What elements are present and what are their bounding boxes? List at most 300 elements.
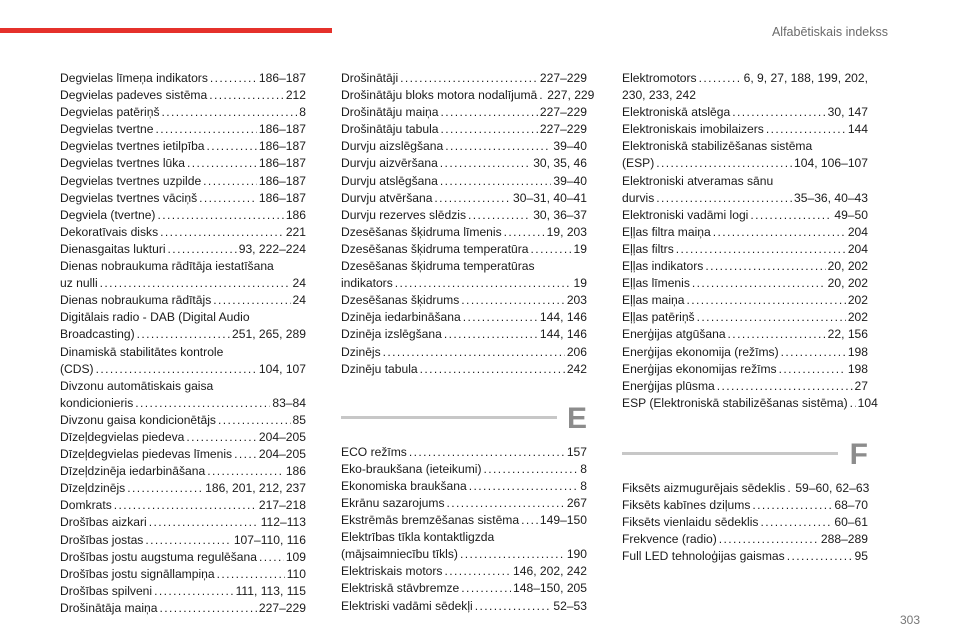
dot-leader <box>504 224 545 241</box>
page-reference: 186–187 <box>258 71 306 85</box>
dot-leader <box>787 480 793 497</box>
dot-leader <box>168 241 237 258</box>
index-entry <box>622 309 868 326</box>
index-entry-text: Dienas nobraukuma rādītājs <box>60 293 212 308</box>
index-entry-text: Degvielas padeves sistēma <box>60 88 208 103</box>
page-reference: 68–70 <box>834 497 868 512</box>
page-reference: 204 <box>847 224 868 239</box>
dot-leader <box>440 155 531 172</box>
page-reference: 112–113 <box>260 515 306 530</box>
index-entry <box>341 344 587 361</box>
dot-leader <box>445 138 551 155</box>
index-entry <box>341 461 587 478</box>
page-reference: 35–36, 40–43 <box>794 190 868 205</box>
index-entry-text: Broadcasting) <box>60 327 135 342</box>
index-entry <box>622 224 868 241</box>
dot-leader <box>760 514 832 531</box>
index-entry <box>60 190 306 207</box>
page-reference: 52–53 <box>553 598 587 613</box>
index-entry <box>622 395 878 412</box>
page-reference: 186–187 <box>258 173 306 188</box>
page-reference: 186 <box>285 207 306 222</box>
dot-leader <box>787 548 853 565</box>
index-entry <box>60 292 306 309</box>
page-reference: 221 <box>285 224 306 239</box>
dot-leader <box>444 563 511 580</box>
index-entry-text: Dienasgaitas lukturi <box>60 241 166 256</box>
index-entry-text: Durvju rezerves slēdzis <box>341 207 467 222</box>
index-entry-text: Enerģijas plūsma <box>622 378 715 393</box>
index-entry-text: Degvielas tvertnes lūka <box>60 156 186 171</box>
index-entry <box>622 275 868 292</box>
dot-leader <box>475 598 552 615</box>
page-reference: 186, 201, 212, 237 <box>205 481 306 496</box>
page-reference: 19, 203 <box>546 224 587 239</box>
dot-leader <box>259 549 284 566</box>
page-reference: 20, 202 <box>827 259 868 274</box>
page-reference: 144, 146 <box>539 327 587 342</box>
index-entry-text: Degvielas patēriņš <box>60 105 160 120</box>
index-entry-text: Eko-braukšana (ieteikumi) <box>341 461 482 476</box>
dot-leader <box>717 378 853 395</box>
dot-leader <box>400 70 538 87</box>
index-entry-text: Dzinēja izslēgšana <box>341 327 442 342</box>
section-e <box>341 401 587 615</box>
index-entry <box>60 532 306 549</box>
dot-leader <box>160 224 284 241</box>
index-entry <box>622 241 868 258</box>
page-reference: 186 <box>285 464 306 479</box>
dot-leader <box>656 155 792 172</box>
page-reference: 186–187 <box>258 139 306 154</box>
index-entry-text: Eļļas indikators <box>622 259 704 274</box>
index-entry-text: Dzesēšanas šķidruma temperatūras <box>341 259 535 274</box>
index-entry <box>341 495 587 512</box>
index-entry-text: Domkrats <box>60 498 112 513</box>
page-reference: 198 <box>847 344 868 359</box>
page-reference: 8 <box>580 478 587 493</box>
dot-leader <box>207 138 257 155</box>
index-entry <box>341 155 587 172</box>
page-reference: 19 <box>573 276 587 291</box>
index-entry-text: ESP (Elektroniskā stabilizēšanas sistēma) <box>622 395 848 410</box>
dot-leader <box>210 70 257 87</box>
page-reference: 198 <box>847 361 868 376</box>
index-entry-text: Degvielas tvertnes vāciņš <box>60 190 198 205</box>
index-entry <box>60 121 306 138</box>
index-entry-text: Enerģijas ekonomija (režīms) <box>622 344 779 359</box>
index-entry-text: Degviela (tvertne) <box>60 207 156 222</box>
index-entry-text: Elektriskā stāvbremze <box>341 581 460 596</box>
index-entry-text: Drošinātāju tabula <box>341 122 439 137</box>
page-reference: 202 <box>847 293 868 308</box>
index-entry <box>341 529 587 563</box>
dot-leader <box>713 224 846 241</box>
index-entry-text: (CDS) <box>60 361 94 376</box>
index-entry-text: kondicionieris <box>60 395 134 410</box>
dot-leader <box>468 207 531 224</box>
page-reference: 104, 106–107 <box>794 156 868 171</box>
dot-leader <box>781 344 846 361</box>
index-entry <box>60 600 306 617</box>
index-entry-text: Degvielas tvertne <box>60 122 154 137</box>
page-header-title: Alfabētiskais indekss <box>771 25 888 39</box>
page-reference: 39–40 <box>553 139 587 154</box>
index-entry-text: Degvielas tvertnes uzpilde <box>60 173 202 188</box>
dot-leader <box>447 495 565 512</box>
page-reference: 186–187 <box>258 156 306 171</box>
page-reference: 202 <box>847 310 868 325</box>
index-entry-text: Divzonu automātiskais gaisa <box>60 378 214 393</box>
index-entry <box>622 514 868 531</box>
page-reference: 190 <box>566 547 587 562</box>
page-reference: 30–31, 40–41 <box>513 190 587 205</box>
index-entry-text: Elektrības tīkla kontaktligzda <box>341 530 495 545</box>
page-reference: 24 <box>292 276 306 291</box>
index-entry <box>341 292 587 309</box>
dot-leader <box>732 104 825 121</box>
dot-leader <box>687 292 846 309</box>
index-entry-text: Fiksēts vienlaidu sēdeklis <box>622 515 759 530</box>
page-reference: 288–289 <box>820 532 868 547</box>
dot-leader <box>187 155 257 172</box>
dot-leader <box>483 461 578 478</box>
page-reference: 39–40 <box>553 173 587 188</box>
index-entry <box>622 121 868 138</box>
index-entry-text: Elektromotors <box>622 71 697 85</box>
dot-leader <box>145 532 231 549</box>
page-number: 303 <box>899 613 920 627</box>
dot-leader <box>162 104 298 121</box>
page-reference: 148–150, 205 <box>513 581 587 596</box>
index-entry <box>60 446 306 463</box>
dot-leader <box>656 190 792 207</box>
page-reference: 146, 202, 242 <box>513 564 587 579</box>
index-column-3 <box>622 70 878 565</box>
dot-leader <box>531 241 572 258</box>
index-entry-text: Ekstrēmās bremzēšanas sistēma <box>341 513 520 528</box>
page-reference: 144 <box>847 122 868 137</box>
page-reference: 227–229 <box>258 600 306 615</box>
index-entry <box>60 224 306 241</box>
index-entry-text: Elektroniski vadāmi logi <box>622 207 749 222</box>
page-reference: 206 <box>566 344 587 359</box>
index-entry <box>622 104 868 121</box>
index-entry <box>341 138 587 155</box>
section-divider <box>622 452 838 455</box>
page-reference: 85 <box>292 412 306 427</box>
index-entry-text: Dzesēšanas šķidruma līmenis <box>341 224 502 239</box>
index-entry <box>622 548 868 565</box>
index-entry <box>341 207 587 224</box>
dot-leader <box>692 275 826 292</box>
section-f-header <box>622 437 868 480</box>
index-entry <box>341 512 587 529</box>
index-entry-text: Elektriskais motors <box>341 564 443 579</box>
dot-leader <box>135 395 270 412</box>
dot-leader <box>114 497 257 514</box>
page-reference: 157 <box>566 444 587 459</box>
dot-leader <box>521 512 538 529</box>
index-entry <box>60 87 306 104</box>
index-entry-text: Degvielas līmeņa indikators <box>60 71 208 85</box>
index-entry-text: Dinamiskā stabilitātes kontrole <box>60 344 224 359</box>
index-entry <box>341 478 587 495</box>
index-entry <box>622 378 868 395</box>
dot-leader <box>728 326 826 343</box>
dot-leader <box>199 190 257 207</box>
index-entry-text: Enerģijas atgūšana <box>622 327 726 342</box>
page-reference: 49–50 <box>834 207 868 222</box>
page-reference: 6, 9, 27, 188, 199, 202, <box>743 71 868 85</box>
page-reference: 227–229 <box>539 71 587 85</box>
index-column-2 <box>341 70 595 615</box>
dot-leader <box>96 361 257 378</box>
index-column-1 <box>60 70 306 617</box>
dot-leader <box>705 258 825 275</box>
dot-leader <box>420 361 565 378</box>
section-e-header <box>341 401 587 444</box>
dot-leader <box>209 87 284 104</box>
dot-leader <box>234 446 257 463</box>
page-reference: 30, 35, 46 <box>533 156 587 171</box>
index-entry <box>60 583 306 600</box>
page-reference: 110 <box>286 566 306 581</box>
index-entry-text: Eļļas filtra maiņa <box>622 224 711 239</box>
dot-leader <box>440 121 537 138</box>
index-entry-text: Dzinēju tabula <box>341 361 418 376</box>
page-reference: 19 <box>573 241 587 256</box>
index-entry-text: ECO režīms <box>341 444 407 459</box>
index-entry-text: Drošības aizkari <box>60 515 147 530</box>
index-entry <box>341 580 587 597</box>
index-entry <box>60 241 306 258</box>
index-entry <box>60 207 306 224</box>
index-entry-text: Dīzeļdegvielas piedevas līmenis <box>60 447 233 462</box>
index-entry-text: Dekoratīvais disks <box>60 224 159 239</box>
index-entry <box>622 258 868 275</box>
index-entry-text: indikators <box>341 276 393 291</box>
dot-leader <box>850 395 856 412</box>
dot-leader <box>440 173 552 190</box>
dot-leader <box>440 104 537 121</box>
index-entry <box>60 258 306 292</box>
page-reference: 227–229 <box>539 105 587 120</box>
page-reference: 242 <box>566 361 587 376</box>
index-entry <box>341 563 587 580</box>
index-entry-text: Dzinēja iedarbināšana <box>341 310 461 325</box>
index-entry <box>341 444 587 461</box>
index-entry-text: Drošinātāju maiņa <box>341 105 439 120</box>
dot-leader <box>149 514 259 531</box>
index-entry <box>341 309 587 326</box>
page-reference: 230, 233, 242 <box>622 88 696 103</box>
index-entry <box>341 326 587 343</box>
page-reference: 144, 146 <box>539 310 587 325</box>
index-entry-text: (ESP) <box>622 156 655 171</box>
dot-leader <box>127 480 203 497</box>
dot-leader <box>434 190 511 207</box>
page-reference: 30, 147 <box>827 105 868 120</box>
page-reference: 59–60, 62–63 <box>795 480 870 495</box>
dot-leader <box>100 275 291 292</box>
dot-leader <box>719 531 819 548</box>
index-entry-text: Enerģijas ekonomijas režīms <box>622 361 777 376</box>
dot-leader <box>137 326 230 343</box>
index-entry <box>60 309 306 343</box>
index-entry <box>60 138 306 155</box>
page-reference: 204–205 <box>258 447 306 462</box>
page-reference: 203 <box>566 293 587 308</box>
dot-leader <box>750 207 832 224</box>
index-entry-text: Fiksēts aizmugurējais sēdeklis <box>622 480 786 495</box>
index-entry <box>622 361 868 378</box>
index-entry <box>60 344 306 378</box>
page-reference: 93, 222–224 <box>238 241 306 256</box>
index-entry-text: Drošības jostu signāllampiņa <box>60 566 215 581</box>
section-f <box>622 437 870 565</box>
index-entry <box>341 70 587 87</box>
index-entry-text: Drošinātāju bloks motora nodalījumā <box>341 88 538 103</box>
dot-leader <box>207 463 284 480</box>
page-reference: 227–229 <box>539 122 587 137</box>
index-entry-text: Drošības jostas <box>60 532 144 547</box>
index-entry-text: Ekonomiska braukšana <box>341 478 467 493</box>
page-reference: 104, 107 <box>258 361 306 376</box>
index-entry-text: Eļļas filtrs <box>622 241 674 256</box>
section-letter: E <box>566 401 587 435</box>
index-entry-text: Durvju atslēgšana <box>341 173 438 188</box>
index-entry <box>341 361 587 378</box>
index-entry <box>622 70 868 104</box>
page-reference: 30, 36–37 <box>533 207 587 222</box>
section-letter: F <box>849 437 868 471</box>
index-entry-text: Dīzeļdzinējs <box>60 481 126 496</box>
dot-leader <box>155 121 256 138</box>
index-entry <box>341 121 587 138</box>
dot-leader <box>213 292 290 309</box>
page-reference: 95 <box>854 549 868 564</box>
dot-leader <box>697 309 846 326</box>
dot-leader <box>460 546 565 563</box>
index-entry <box>341 224 587 241</box>
index-entry-text: Eļļas līmenis <box>622 276 690 291</box>
index-entry <box>341 104 587 121</box>
page-reference: 149–150 <box>539 513 587 528</box>
index-entry-text: Full LED tehnoloģijas gaismas <box>622 549 785 564</box>
page-reference: 204–205 <box>258 429 306 444</box>
index-entry-text: uz nulli <box>60 276 98 291</box>
index-entry-text: Elektroniskā atslēga <box>622 105 731 120</box>
index-entry-text: Dzesēšanas šķidruma temperatūra <box>341 241 529 256</box>
index-entry <box>60 173 306 190</box>
dot-leader <box>461 292 565 309</box>
page-reference: 27 <box>854 378 868 393</box>
page-reference: 212 <box>285 88 306 103</box>
dot-leader <box>463 309 538 326</box>
dot-leader <box>157 207 283 224</box>
index-entry <box>622 207 868 224</box>
dot-leader <box>766 121 846 138</box>
page-reference: 227, 229 <box>547 88 595 103</box>
page-reference: 60–61 <box>834 515 868 530</box>
dot-leader <box>218 412 291 429</box>
index-entry <box>60 155 306 172</box>
index-entry <box>60 378 306 412</box>
page-reference: 8 <box>299 105 306 120</box>
page-reference: 20, 202 <box>827 276 868 291</box>
index-entry-text: Dzinējs <box>341 344 381 359</box>
dot-leader <box>676 241 846 258</box>
index-entry <box>60 104 306 121</box>
index-entry <box>341 241 587 258</box>
page-reference: 186–187 <box>258 122 306 137</box>
index-entry-text: Eļļas patēriņš <box>622 310 695 325</box>
index-entry <box>622 497 868 514</box>
index-entry-text: Elektroniskais imobilaizers <box>622 122 764 137</box>
index-entry-text: Digitālais radio - DAB (Digital Audio <box>60 310 250 325</box>
dot-leader <box>395 275 572 292</box>
index-entry <box>60 480 306 497</box>
index-entry-text: Elektroniskā stabilizēšanas sistēma <box>622 139 813 154</box>
index-entry <box>341 87 595 104</box>
index-entry <box>60 549 306 566</box>
index-entry-text: Eļļas maiņa <box>622 293 685 308</box>
dot-leader <box>154 583 234 600</box>
index-entry <box>622 138 868 172</box>
index-entry-text: Durvju aizvēršana <box>341 156 438 171</box>
dot-leader <box>469 478 579 495</box>
index-entry-text: Durvju atvēršana <box>341 190 433 205</box>
index-entry-text: durvis <box>622 190 655 205</box>
index-entry <box>60 463 306 480</box>
dot-leader <box>186 429 257 446</box>
index-entry <box>622 344 868 361</box>
page-reference: 109 <box>285 549 306 564</box>
index-entry-text: Dzesēšanas šķidrums <box>341 293 460 308</box>
index-entry-text: (mājsaimniecību tīkls) <box>341 547 458 562</box>
page-reference: 107–110, 116 <box>233 532 306 547</box>
index-entry <box>341 598 587 615</box>
index-entry-text: Durvju aizslēgšana <box>341 139 444 154</box>
index-entry <box>60 412 306 429</box>
page-reference: 251, 265, 289 <box>232 327 306 342</box>
dot-leader <box>159 600 256 617</box>
index-entry-text: Dīzeļdegvielas piedeva <box>60 429 185 444</box>
index-entry <box>60 70 306 87</box>
index-entry-text: Drošības spilveni <box>60 583 153 598</box>
index-entry-text: Fiksēts kabīnes dziļums <box>622 497 751 512</box>
header-accent-bar <box>0 28 332 33</box>
dot-leader <box>699 70 742 87</box>
index-entry <box>622 480 868 497</box>
dot-leader <box>203 173 257 190</box>
index-entry-text: Dienas nobraukuma rādītāja iestatīšana <box>60 259 274 274</box>
page-reference: 186–187 <box>258 190 306 205</box>
index-entry <box>341 190 587 207</box>
index-entry <box>622 326 868 343</box>
index-entry-text: Divzonu gaisa kondicionētājs <box>60 412 216 427</box>
index-entry <box>622 531 868 548</box>
index-entry-text: Drošības jostu augstuma regulēšana <box>60 549 257 564</box>
dot-leader <box>444 326 538 343</box>
index-entry-text: Drošinātāja maiņa <box>60 600 158 615</box>
dot-leader <box>461 580 511 597</box>
index-entry <box>60 566 306 583</box>
index-entry-text: Elektriski vadāmi sēdekļi <box>341 598 473 613</box>
page-reference: 267 <box>566 495 587 510</box>
dot-leader <box>409 444 565 461</box>
